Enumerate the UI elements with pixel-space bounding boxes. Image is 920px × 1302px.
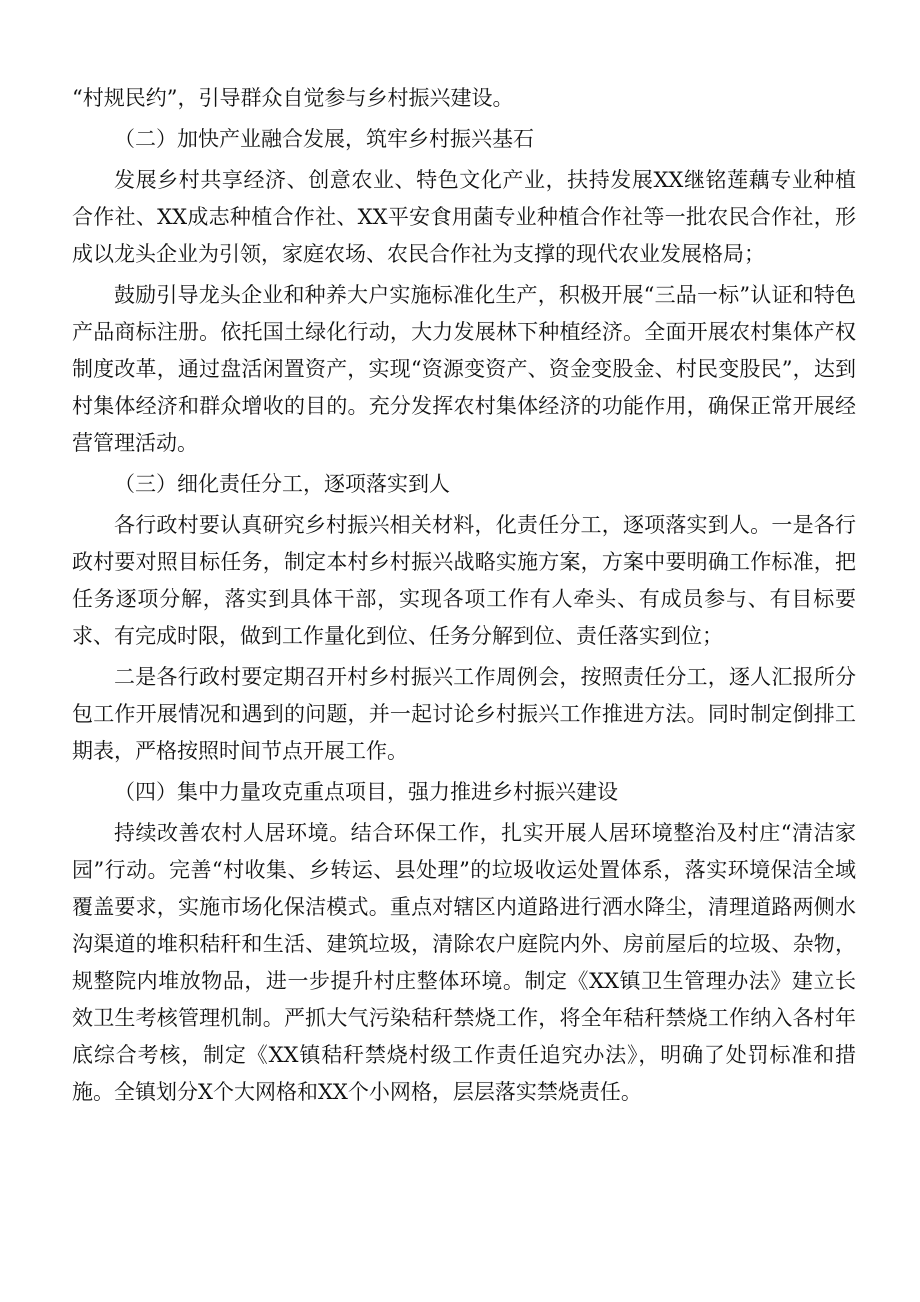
document-body (72, 80, 856, 1115)
section-heading-3: （三）细化责任分工，逐项落实到人 (114, 472, 450, 496)
paragraph: 二是各行政村要定期召开村乡村振兴工作周例会，按照责任分工，逐人汇报所分包工作开展情况和遇到的问题，并一起讨论乡村振兴工作推进方法。同时制定倒排工期表，严格按照时间节点开展工作。 (72, 665, 856, 763)
section-heading-4: （四）集中力量攻克重点项目，强力推进乡村振兴建设 (114, 780, 618, 804)
section-heading-2: （二）加快产业融合发展，筑牢乡村振兴基石 (114, 127, 534, 151)
paragraph: 各行政村要认真研究乡村振兴相关材料，化责任分工，逐项落实到人。一是各行政村要对照目标任务，制定本村乡村振兴战略实施方案，方案中要明确工作标准，把任务逐项分解，落实到具体干部，实现各项工作有人牵头、有成员参与、有目标要求、有完成时限，做到工作量化到位、任务分解到位、责任落实到位； (72, 513, 856, 648)
paragraph: 发展乡村共享经济、创意农业、特色文化产业，扶持发展XX继铭莲藕专业种植合作社、XX成志种植合作社、XX平安食用菌专业种植合作社等一批农民合作社，形成以龙头企业为引领，家庭农场、农民合作社为支撑的现代农业发展格局； (72, 168, 856, 266)
paragraph: 持续改善农村人居环境。结合环保工作，扎实开展人居环境整治及村庄“清洁家园”行动。完善“村收集、乡转运、县处理”的垃圾收运处置体系，落实环境保洁全域覆盖要求，实施市场化保洁模式。重点对辖区内道路进行洒水降尘，清理道路两侧水沟渠道的堆积秸秆和生活、建筑垃圾，清除农户庭院内外、房前屋后的垃圾、杂物，规整院内堆放物品，进一步提升村庄整体环境。制定《XX镇卫生管理办法》建立长效卫生考核管理机制。严抓大气污染秸秆禁烧工作，将全年秸秆禁烧工作纳入各村年底综合考核，制定《XX镇秸秆禁烧村级工作责任追究办法》，明确了处罚标准和措施。全镇划分X个大网格和XX个小网格，层层落实禁烧责任。 (72, 821, 856, 1104)
paragraph: 鼓励引导龙头企业和种养大户实施标准化生产，积极开展“三品一标”认证和特色产品商标注册。依托国土绿化行动，大力发展林下种植经济。全面开展农村集体产权制度改革，通过盘活闲置资产，实现“资源变资产、资金变股金、村民变股民”，达到村集体经济和群众增收的目的。充分发挥农村集体经济的功能作用，确保正常开展经营管理活动。 (72, 283, 856, 455)
paragraph-continuation: “村规民约”，引导群众自觉参与乡村振兴建设。 (72, 86, 514, 110)
